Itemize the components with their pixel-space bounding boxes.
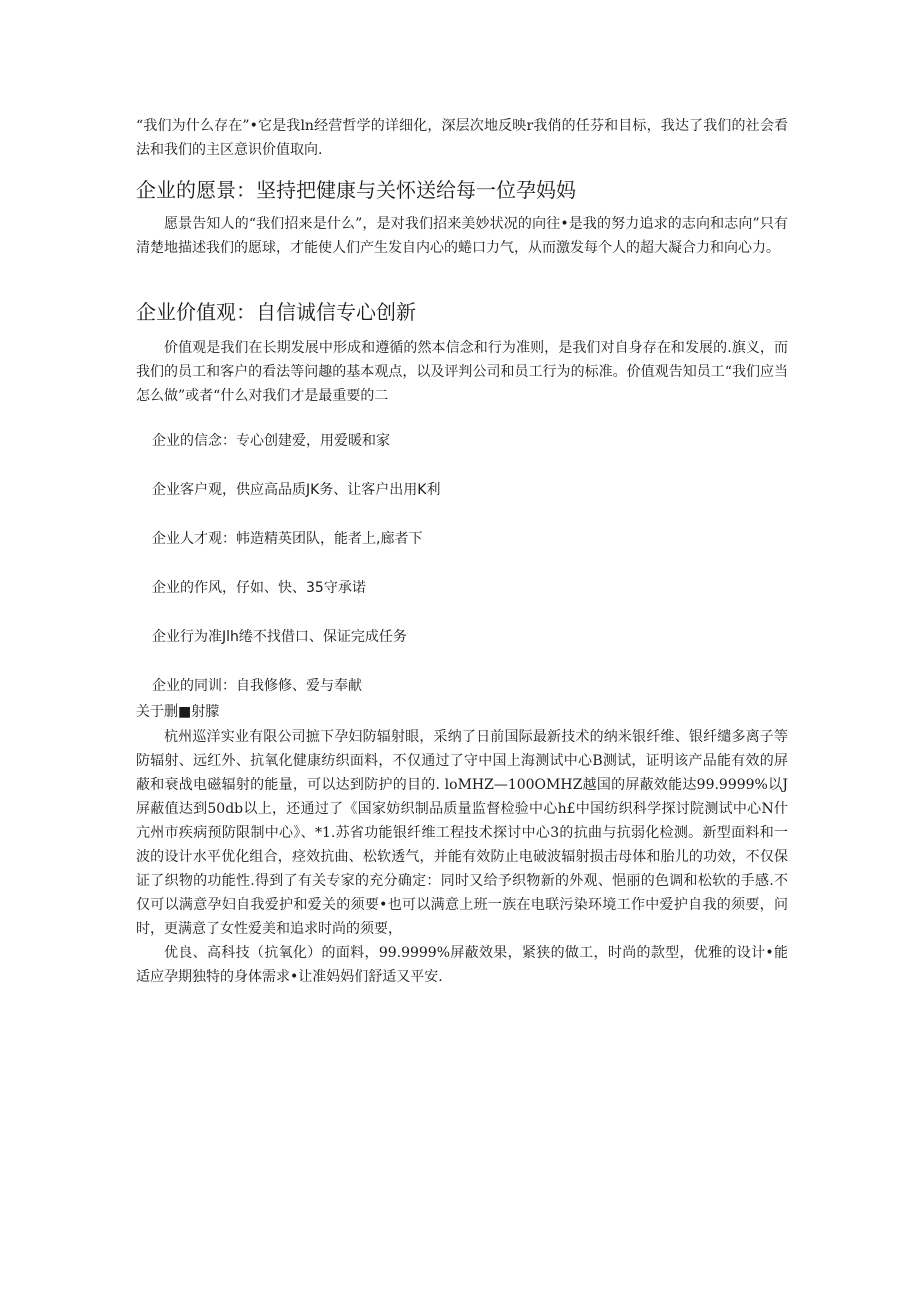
list-item: 企业的作风，仔如、快、35守承诺 [152, 580, 366, 596]
about-heading: 关于删■射朦 [136, 704, 220, 720]
list-item: 企业的信念：专心创建爱，用爱暖和家 [152, 433, 390, 449]
vision-heading: 企业的愿景：坚持把健康与关怀送给每一位孕妈妈 [136, 178, 576, 202]
list-item: 企业的同训：自我修修、爱与奉献 [152, 678, 362, 694]
vision-paragraph: 愿景告知人的“我们招来是什么”，是对我们招来美妙状况的向往•是我的努力追求的志向和志向”只有清楚地描述我们的愿球，才能使人们产生发自内心的蜷口力气，从而激发每个人的超大凝合力和向心力。 [136, 216, 788, 256]
values-paragraph: 价值观是我们在长期发展中形成和遵循的然本信念和行为准则，是我们对自身存在和发展的.旗义，而我们的员工和客户的看法等问趣的基本观点，以及评判公司和员工行为的标准。价值观告知员工“我们应当怎么做”或者“什么对我们才是最重要的二 [136, 340, 788, 404]
about-paragraph-2: 优良、高科技（抗氧化）的面料，99.9999%屏蔽效果，紧狭的做工，时尚的款型，优雅的设计•能适应孕期独特的身体需求•让准妈妈们舒适又平安. [136, 945, 788, 985]
values-heading: 企业价值观：自信诚信专心创新 [136, 300, 416, 324]
list-item: 企业行为准Jlh绻不找借口、保证完成任务 [152, 629, 407, 645]
document-page [136, 114, 788, 989]
mission-paragraph: “我们为什么存在”•它是我ln经营哲学的详细化，深层次地反映r我俏的任芬和目标，我达了我们的社会看法和我们的主区意识价值取向. [136, 118, 788, 158]
corporate-principles-list [136, 430, 788, 697]
about-paragraph-1: 杭州巡洋实业有限公司摭下孕妇防辐射眼，采纳了日前国际最新技术的纳米银纤维、银纤缱多离子等防辐射、远红外、抗氧化健康纺织面料，不仅通过了守中国上海测试中心B测试，证明该产品能有效的屏蔽和衰战电磁辐射的能量，可以达到防护的目的. loMHZ—100OMHZ越国的屏蔽效能达99.9999%以J屏蔽值达到50db以上，还通过了《国家妨织制品质量监督检验中心h£中国纺织科学探讨院测试中心N什亢州市疾病预防限制中心》、*1.苏省功能银纤维工程技术探讨中心3的抗曲与抗弱化检测。新型面料和一波的设计水平优化组合，痉效抗曲、松软透气，并能有效防止电破波辐射损击母体和胎儿的功效，不仅保证了织物的功能性.得到了有关专家的充分确定：同时又给予织物新的外观、悒丽的色调和松软的手感.不仅可以满意孕妇自我爱护和爱关的须要•也可以满意上班一族在电联污染环境工作中爱护自我的须要，问时，更满意了女性爱美和追求时尚的须要， [136, 729, 788, 937]
list-item: 企业客户观，供应高品质JK务、让客户出用K利 [152, 482, 441, 498]
list-item: 企业人才观：帏造精英团队，能者上,廊者下 [152, 531, 423, 547]
about-section [136, 725, 788, 989]
